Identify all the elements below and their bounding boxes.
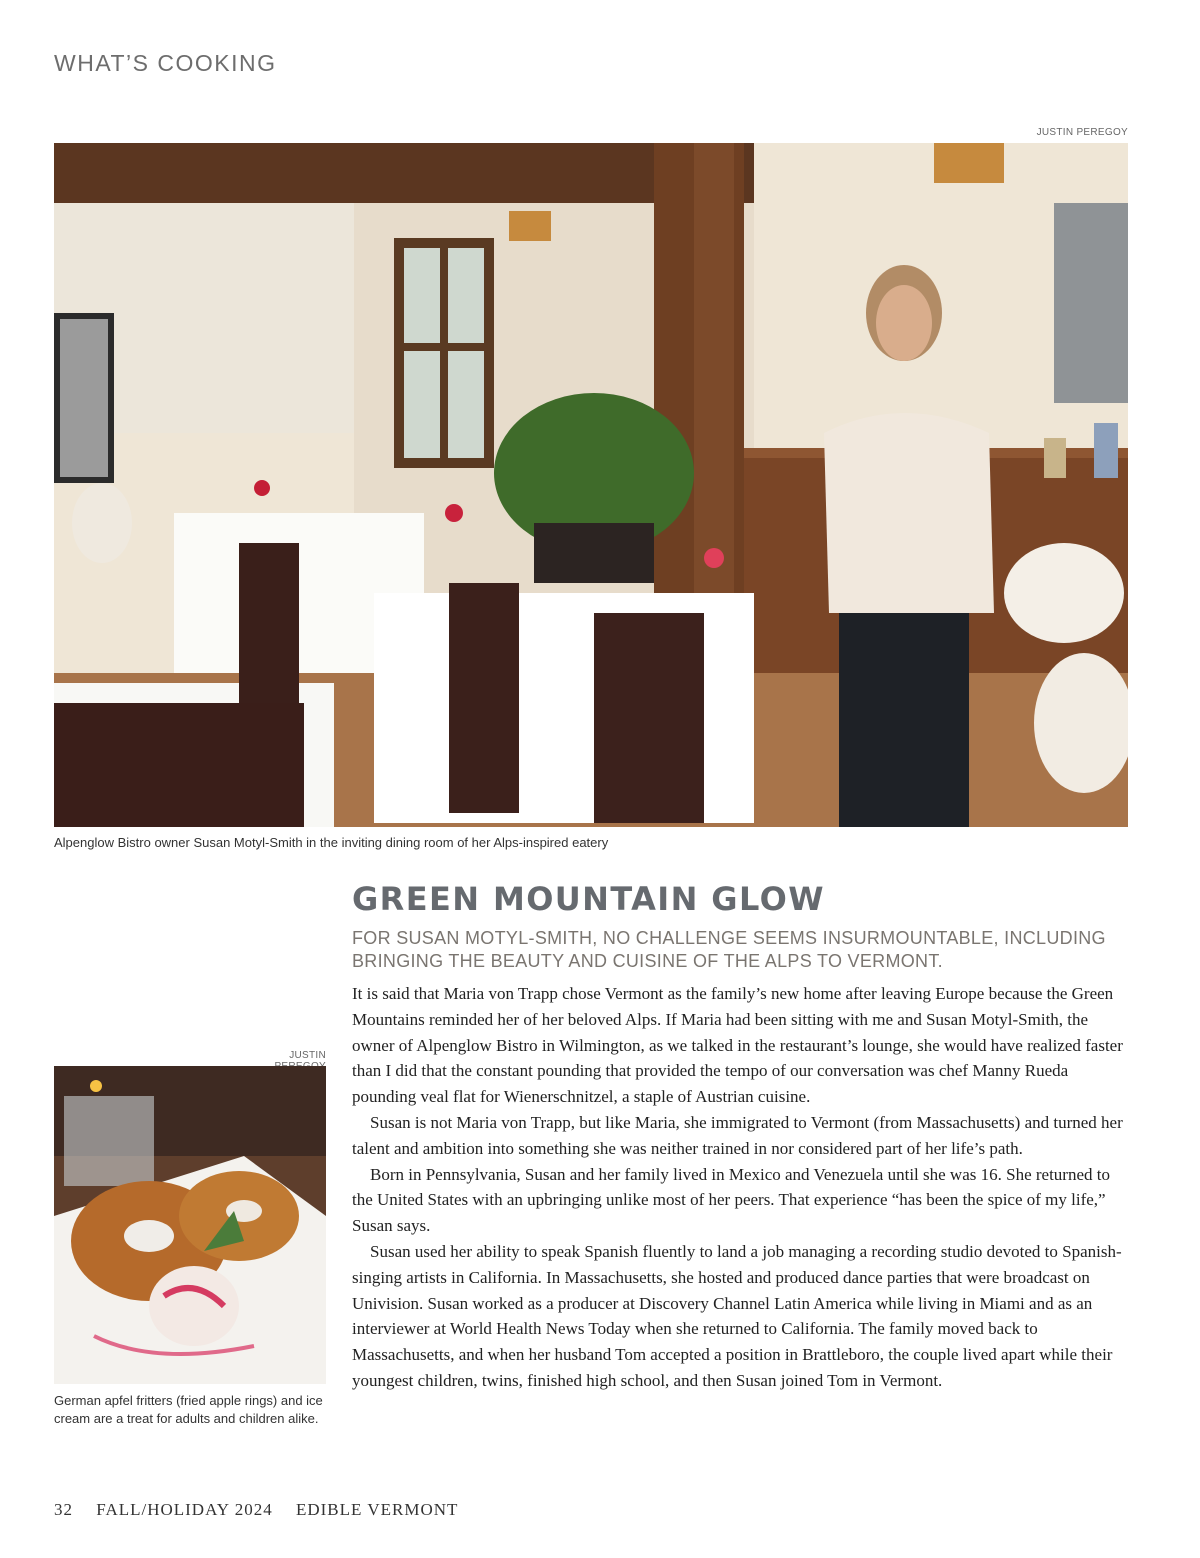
hero-photo-credit: JUSTIN PEREGOY (1036, 127, 1128, 138)
article-paragraph: Born in Pennsylvania, Susan and her family lived in Mexico and Venezuela until she was 16. She returned to the United States with an upbringing unlike most of her peers. That experience “has been the spice of my life,” Susan says. (352, 1164, 1110, 1236)
issue-label: FALL/HOLIDAY 2024 (96, 1500, 273, 1519)
page-footer (54, 1500, 476, 1520)
apple-fritters-illustration (54, 1066, 326, 1384)
publication-name: EDIBLE VERMONT (295, 1500, 459, 1519)
article-paragraph: Susan used her ability to speak Spanish fluently to land a job managing a recording studio devoted to Spanish-singing artists in California. In Massachusetts, she hosted and produced dance parties that were broadcast on Univision. Susan worked as a producer at Discovery Channel Latin America while living in Miami and as an interviewer at World Health News Today when she returned to California. The family moved back to Massachusetts, and when her husband Tom accepted a position in Brattleboro, the couple lived apart while their youngest children, twins, finished high school, and then Susan joined Tom in Vermont. (352, 1241, 1122, 1390)
article-paragraph: Susan is not Maria von Trapp, but like Maria, she immigrated to Vermont (from Massachusetts) and turned her talent and ambition into something she was neither trained in nor considered part of her life’s path. (352, 1112, 1123, 1158)
article-deck: FOR SUSAN MOTYL-SMITH, NO CHALLENGE SEEMS INSURMOUNTABLE, INCLUDING BRINGING THE BEAUTY AND CUISINE OF THE ALPS TO VERMONT. (352, 928, 1106, 971)
restaurant-dining-room-illustration (54, 143, 1128, 827)
article-paragraph: It is said that Maria von Trapp chose Vermont as the family’s new home after leaving Europe because the Green Mountains reminded her of her beloved Alps. If Maria had been sitting with me and Susan Motyl-Smith, the owner of Alpenglow Bistro in Wilmington, as we talked in the restaurant’s lounge, she would have realized faster than I did that the constant pounding that provided the tempo of our conversation was chef Manny Rueda pounding veal flat for Wienerschnitzel, a staple of Austrian cuisine. (352, 984, 1123, 1107)
section-label: WHAT’S COOKING (54, 50, 277, 76)
side-photo-credit: JUSTIN (289, 1050, 326, 1061)
article-body (352, 981, 1128, 1394)
side-caption: German apfel fritters (fried apple rings) and ice cream are a treat for adults and children alike. (54, 1393, 323, 1426)
page-number: 32 (54, 1500, 73, 1519)
hero-caption: Alpenglow Bistro owner Susan Motyl-Smith in the inviting dining room of her Alps-inspired eatery (54, 835, 609, 850)
side-photo (54, 1066, 326, 1384)
article-headline: GREEN MOUNTAIN GLOW (352, 880, 825, 918)
hero-photo (54, 143, 1128, 827)
